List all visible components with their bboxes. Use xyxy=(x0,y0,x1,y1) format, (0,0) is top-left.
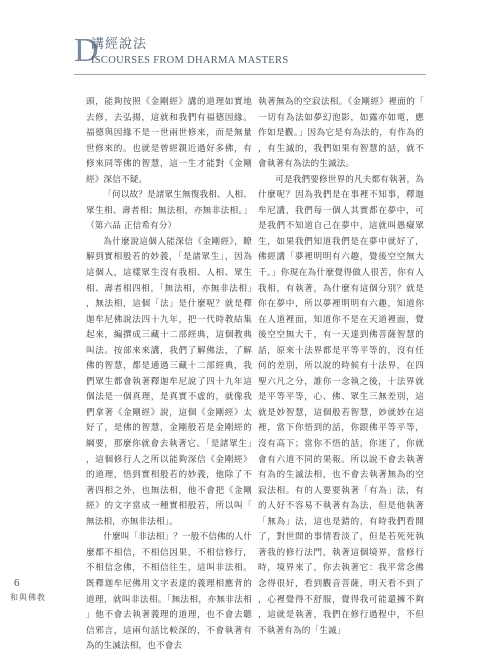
paragraph: 可是我們要修世界的凡夫都有執著，為什麼呢？因為我們是在事裡不知事，釋迦牟尼講，我們每一個人其實都在夢中，可是我們不知道自己在夢中，這就叫愚癡眾生，如果我們知道我們是在夢中就好了，佛經講「夢裡明明有六趣，覺後空空無大千。」你現在為什麼覺得做人很苦，你有人我相，有執著，為什麼有這個分別？就是你在夢中，所以夢裡明明有六趣，知道你在人道裡面，知道你不是在天道裡面，覺後空空無大千，有一天達到佛菩薩智慧的話，原來十法界都是平等平等的，沒有任何的差別，所以說的時候有十法界，在四聖六凡之分，誰你一念執之後，十法界就是平等平等，心、佛、眾生三無差別，這就是妙智慧，這個般若智慧，妙就妙在這裡，當下你悟到的話，你跟佛平等平等，沒有高下；當你不悟的話，你迷了，你就會有六道不同的果報。所以說不會去執著有為的生滅法相，也不會去執著無為的空寂法相。有的人要要執著「有為」法，有的人好不容易不執著有為法，但是他執著「無為」法，這也是錯的，有時我們看開了，對世間的事情看淡了，但是若死死執著我的修行法門，執著這個境界，當修行時，境界來了，你去執著它：我平常念佛念得很好，看到觀音菩薩，明天看不到了，心裡覺得不舒服，覺得我可能還擁不夠，這就是執著，我們在修行過程中，不但不執著有為的「生滅」 xyxy=(258,174,424,636)
paragraph: 執著無為的空寂法相。《金剛經》裡面的「一切有為法如夢幻泡影，如露亦如電，應作如是觀。」因為它是有為法的，有作為的，有生滅的，我們如果有智慧的話，就不會執著有為法的生滅法。 xyxy=(258,97,424,170)
section-title-chinese: 講經說法 xyxy=(91,37,148,52)
left-text-column xyxy=(86,95,252,655)
page-header xyxy=(0,0,500,90)
magazine-name: 和與佛教 xyxy=(10,593,46,602)
section-drop-letter: D xyxy=(74,32,99,69)
page-number: 6 xyxy=(14,577,20,589)
sutra-quote-paragraph: 「何以故？是諸眾生無復我相、人相、眾生相、壽者相；無法相，亦無非法相。」（第六品 正信希有分） xyxy=(86,190,252,232)
section-title-english: ISCOURSES FROM DHARMA MASTERS xyxy=(91,55,289,66)
right-text-column xyxy=(258,95,424,639)
header-divider xyxy=(74,74,426,75)
paragraph: 為什麼說這個人能深信《金剛經》，瞭解到實相般若的妙義，「是諸眾生」，因為這個人，這樣眾生沒有我相、人相、眾生相、壽者相四相，「無法相，亦無非法相」，無法相，這個「法」是什麼呢？就是釋迦牟尼佛說法四十九年，把一代時教結集起來，編撰成三藏十二部經典，這個教典叫法。按部來來講，我們了解佛法，了解佛的智慧，都是通過三藏十二部經典，我們眾生都會執著釋迦牟尼說了四十九年這個法是一個真理，是真實不虛的，就像我們拿著《金剛經》說，這個《金剛經》太好了，是佛的智慧，金剛般若是金剛經的綱要，那麼你就會去執著它。「是諸眾生」，這個修行人之所以能夠深信《金剛經》的道理，悟到實相般若的妙義，他除了不著四相之外，也無法相，他不會把《金剛經》的文字當成一種實相般若，所以叫「無法相，亦無非法相」。 xyxy=(86,236,252,527)
paragraph: 什麼叫「非法相」？一般不信佛的人什麼都不相信，不相信因果，不相信修行，不相信念佛，不相信往生，這叫非法相。既釋迦牟尼佛用文字表達的義理相應背的道理，就叫非法相。「無法相，亦無非法相」他不會去執著義理的道理，也不會去聽信邪言，這兩句話比較深的，不會執著有為的生滅法相，也不會去 xyxy=(86,532,252,652)
paragraph: 頭，能夠按照《金剛經》講的道理如實地去修，去弘揚，這就和我們有福德因緣。福德與因緣不是一世兩世修來，而是無量世修來的。也就是曾經親近過好多佛，有修來同等佛的智慧，這一生才能對《金剛經》深信不疑。 xyxy=(86,97,252,185)
